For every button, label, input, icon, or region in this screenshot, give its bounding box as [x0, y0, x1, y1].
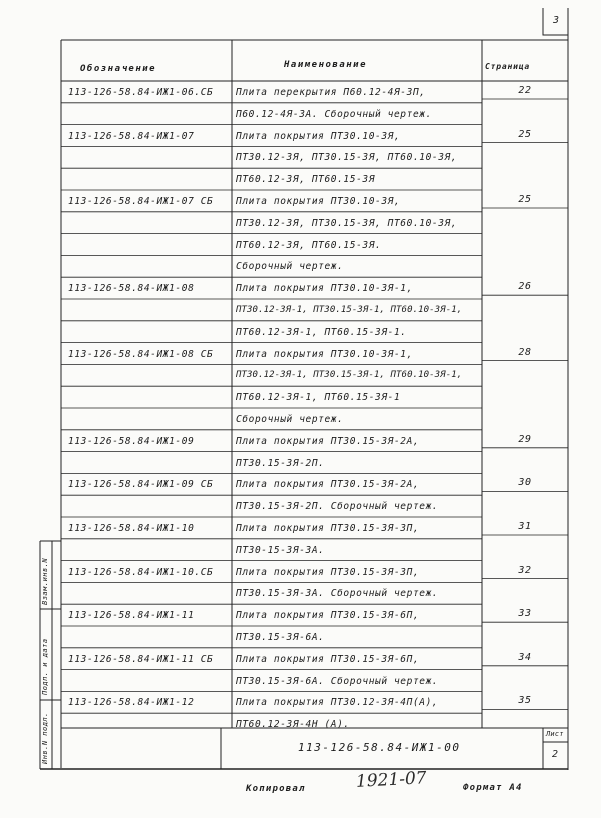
row-20-name: ПТ30.15-3Я-2П. Сборочный чертеж.: [236, 501, 439, 513]
row-25-name: Плита покрытия ПТ30.15-3Я-6П,: [236, 610, 420, 622]
row-19-page: 30: [518, 477, 532, 489]
row-2-name: П60.12-4Я-3А. Сборочный чертеж.: [236, 108, 432, 120]
row-19-designation: 113-126-58.84-ИЖ1-09 СБ: [68, 479, 214, 491]
row-29-designation: 113-126-58.84-ИЖ1-12: [68, 697, 195, 709]
row-9-name: Сборочный чертеж.: [236, 261, 344, 273]
row-27-designation: 113-126-58.84-ИЖ1-11 СБ: [68, 653, 214, 665]
row-28-name: ПТ30.15-3Я-6А. Сборочный чертеж.: [236, 675, 439, 687]
row-14-name: ПТ30.12-3Я-1, ПТ30.15-3Я-1, ПТ60.10-3Я-1,: [236, 370, 463, 381]
document-code: 113-126-58.84-ИЖ1-00: [298, 741, 461, 754]
row-1-designation: 113-126-58.84-ИЖ1-06.СБ: [68, 87, 214, 98]
row-23-designation: 113-126-58.84-ИЖ1-10.СБ: [68, 566, 214, 578]
row-11-name: ПТ30.12-3Я-1, ПТ30.15-3Я-1, ПТ60.10-3Я-1,: [236, 305, 463, 315]
row-6-designation: 113-126-58.84-ИЖ1-07 СБ: [68, 196, 214, 207]
row-27-name: Плита покрытия ПТ30.15-3Я-6П,: [236, 653, 420, 665]
row-30-name: ПТ60.12-3Я-4Н (А).: [236, 719, 350, 731]
sheet-number: 3: [553, 15, 560, 26]
row-23-name: Плита покрытия ПТ30.15-3Я-3П,: [236, 566, 420, 578]
row-10-page: 26: [518, 281, 532, 293]
stamp-sign-date: Подп. и дата: [41, 638, 49, 695]
footer-format: Формат А4: [463, 783, 523, 793]
row-8-name: ПТ60.12-3Я, ПТ60.15-3Я.: [236, 239, 382, 251]
row-16-name: Сборочный чертеж.: [236, 414, 344, 425]
row-13-page: 28: [518, 346, 532, 358]
row-23-page: 32: [518, 564, 532, 576]
row-17-page: 29: [518, 433, 532, 445]
row-3-name: Плита покрытия ПТ30.10-3Я,: [236, 130, 401, 142]
row-3-page: 25: [518, 128, 532, 140]
row-4-name: ПТ30.12-3Я, ПТ30.15-3Я, ПТ60.10-3Я,: [236, 152, 458, 164]
row-22-name: ПТ30-15-3Я-3А.: [236, 544, 325, 556]
row-1-name: Плита перекрытия П60.12-4Я-3П,: [236, 87, 426, 98]
row-13-name: Плита покрытия ПТ30.10-3Я-1,: [236, 348, 413, 360]
row-10-name: Плита покрытия ПТ30.10-3Я-1,: [236, 283, 413, 295]
row-26-name: ПТ30.15-3Я-6А.: [236, 632, 325, 643]
row-17-name: Плита покрытия ПТ30.15-3Я-2А,: [236, 435, 420, 447]
row-17-designation: 113-126-58.84-ИЖ1-09: [68, 435, 195, 447]
row-5-name: ПТ60.12-3Я, ПТ60.15-3Я: [236, 174, 376, 186]
row-7-name: ПТ30.12-3Я, ПТ30.15-3Я, ПТ60.10-3Я,: [236, 217, 458, 229]
row-18-name: ПТ30.15-3Я-2П.: [236, 457, 325, 469]
row-24-name: ПТ30.15-3Я-3А. Сборочный чертеж.: [236, 588, 439, 600]
row-13-designation: 113-126-58.84-ИЖ1-08 СБ: [68, 348, 214, 360]
handwritten-number: 1921-07: [355, 768, 428, 792]
row-29-name: Плита покрытия ПТ30.12-3Я-4П(А),: [236, 697, 439, 709]
row-3-designation: 113-126-58.84-ИЖ1-07: [68, 130, 195, 142]
header-page: Страница: [485, 62, 530, 71]
stamp-inv-original: Инв.N подл.: [41, 712, 49, 764]
row-21-designation: 113-126-58.84-ИЖ1-10: [68, 523, 195, 534]
sheet-label: Лист: [546, 730, 564, 738]
header-designation: Обозначение: [80, 64, 157, 74]
row-1-page: 22: [518, 85, 532, 96]
row-15-name: ПТ60.12-3Я-1, ПТ60.15-3Я-1: [236, 392, 401, 404]
row-19-name: Плита покрытия ПТ30.15-3Я-2А,: [236, 479, 420, 491]
row-25-designation: 113-126-58.84-ИЖ1-11: [68, 610, 195, 622]
row-27-page: 34: [518, 651, 532, 663]
header-name: Наименование: [284, 60, 368, 70]
row-10-designation: 113-126-58.84-ИЖ1-08: [68, 283, 195, 295]
row-12-name: ПТ60.12-3Я-1, ПТ60.15-3Я-1.: [236, 326, 407, 338]
row-6-page: 25: [518, 194, 532, 205]
row-6-name: Плита покрытия ПТ30.10-3Я,: [236, 196, 401, 207]
stamp-replace-inv: Взам.инв.N: [41, 557, 49, 605]
footer-copied: Копировал: [246, 784, 306, 794]
row-21-name: Плита покрытия ПТ30.15-3Я-3П,: [236, 523, 420, 534]
sheet-value: 2: [552, 749, 559, 760]
row-25-page: 33: [518, 608, 532, 620]
row-21-page: 31: [518, 521, 532, 532]
row-29-page: 35: [518, 695, 532, 707]
